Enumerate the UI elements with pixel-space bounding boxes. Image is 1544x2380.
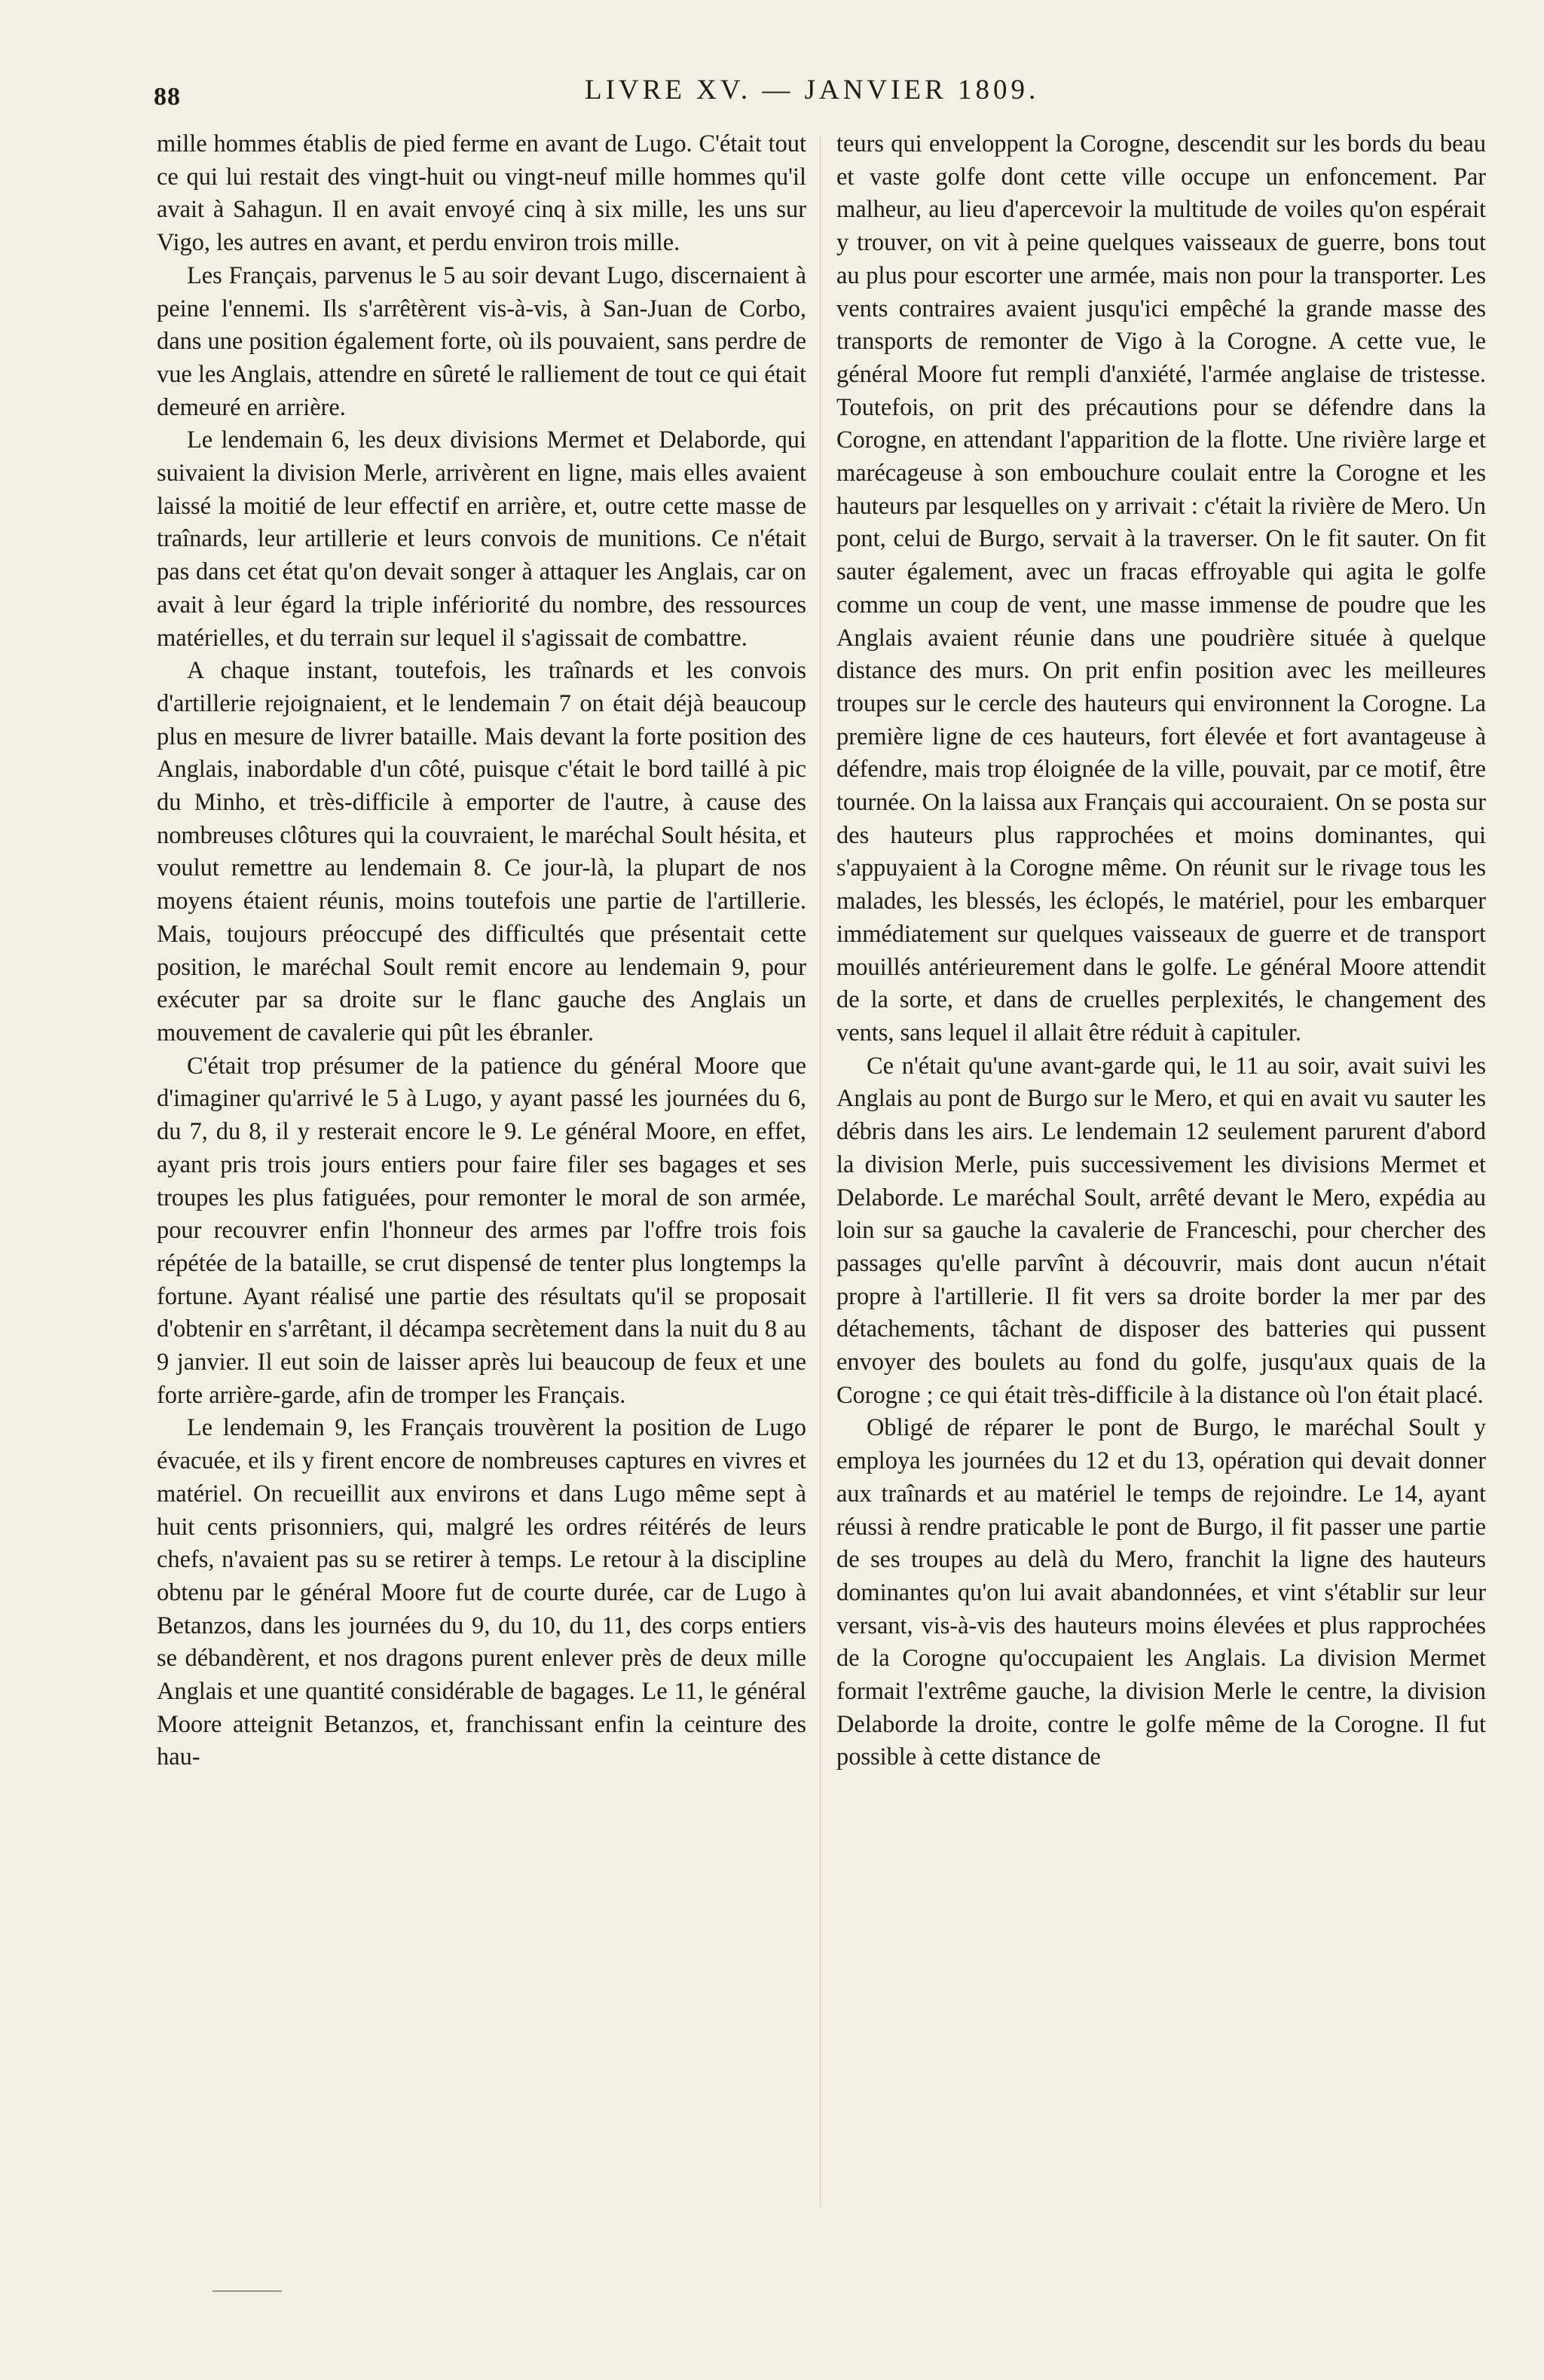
paragraph: A chaque instant, toutefois, les traînards et les convois d'artillerie rejoignaient, et le lendemain 7 on était déjà beaucoup plus en mesure de livrer bataille. Mais devant la forte position des Anglais, inabordable d'un côté, puisque c'était le bord taillé à pic du Minho, et très-difficile à emporter de l'autre, à cause des nombreuses clôtures qui la couvraient, le maréchal Soult hésita, et voulut remettre au lendemain 8. Ce jour-là, la plupart de nos moyens étaient réunis, moins toutefois une partie de l'artillerie. Mais, toujours préoccupé des difficultés que présentait cette position, le maréchal Soult remit encore au lendemain 9, pour exécuter par sa droite sur le flanc gauche des Anglais un mouvement de cavalerie qui pût les ébranler. [157,657,806,1046]
right-column [836,128,1486,1774]
paragraph: teurs qui enveloppent la Corogne, descendit sur les bords du beau et vaste golfe dont cette ville occupe un enfoncement. Par malheur, au lieu d'apercevoir la multitude de voiles qu'on espérait y trouver, on vit à peine quelques vaisseaux de guerre, bons tout au plus pour escorter une armée, mais non pour la transporter. Les vents contraires avaient jusqu'ici empêché la grande masse des transports de remonter de Vigo à la Corogne. A cette vue, le général Moore fut rempli d'anxiété, l'armée anglaise de tristesse. Toutefois, on prit des précautions pour se défendre dans la Corogne, en attendant l'apparition de la flotte. Une rivière large et marécageuse à son embouchure coulait entre la Corogne et les hauteurs par lesquelles on y arrivait : c'était la rivière de Mero. Un pont, celui de Burgo, servait à la traverser. On le fit sauter. On fit sauter également, avec un fracas effroyable qui agita le golfe comme un coup de vent, une masse immense de poudre que les Anglais avaient réunie dans une poudrière située à quelque distance des murs. On prit enfin position avec les meilleures troupes sur le cercle des hauteurs qui environnent la Corogne. La première ligne de ces hauteurs, fort élevée et fort avantageuse à défendre, mais trop éloignée de la ville, pouvait, par ce motif, être tournée. On la laissa aux Français qui accouraient. On se posta sur des hauteurs plus rapprochées et moins dominantes, qui s'appuyaient à la Corogne même. On réunit sur le rivage tous les malades, les blessés, les éclopés, le matériel, pour les embarquer immédiatement sur quelques vaisseaux de guerre et de transport mouillés antérieurement dans le golfe. Le général Moore attendit de la sorte, et dans de cruelles perplexités, le changement des vents, sans lequel il allait être réduit à capituler. [836,130,1486,1046]
paragraph: C'était trop présumer de la patience du général Moore que d'imaginer qu'arrivé le 5 à Lugo, y ayant passé les journées du 6, du 7, du 8, il y resterait encore le 9. Le général Moore, en effet, ayant pris trois jours entiers pour faire filer ses bagages et ses troupes les plus fatiguées, pour remonter le moral de son armée, pour recouvrer enfin l'honneur des armes par l'offre trois fois répétée de la bataille, se crut dispensé de tenter plus longtemps la fortune. Ayant réalisé une partie des résultats qu'il se proposait d'obtenir en s'arrêtant, il décampa secrètement dans la nuit du 8 au 9 janvier. Il eut soin de laisser après lui beaucoup de feux et une forte arrière-garde, afin de tromper les Français. [157,1052,806,1409]
left-column [157,128,806,1774]
paragraph: Les Français, parvenus le 5 au soir devant Lugo, discernaient à peine l'ennemi. Ils s'arrêtèrent vis-à-vis, à San-Juan de Corbo, dans une position également forte, où ils pouvaient, sans perdre de vue les Anglais, attendre en sûreté le ralliement de tout ce qui était demeuré en arrière. [157,261,806,421]
paragraph: Ce n'était qu'une avant-garde qui, le 11 au soir, avait suivi les Anglais au pont de Burgo sur le Mero, et qui en avait vu sauter les débris dans les airs. Le lendemain 12 seulement parurent d'abord la division Merle, puis successivement les divisions Mermet et Delaborde. Le maréchal Soult, arrêté devant le Mero, expédia au loin sur sa gauche la cavalerie de Franceschi, pour chercher des passages qu'elle parvînt à découvrir, mais dont aucun n'était propre à l'artillerie. Il fit vers sa droite border la mer par des détachements, tâchant de disposer des batteries qui pussent envoyer des boulets au fond du golfe, jusqu'aux quais de la Corogne ; ce qui était très-difficile à la distance où l'on était placé. [836,1052,1486,1409]
column-divider [820,136,821,2207]
paragraph: Le lendemain 6, les deux divisions Mermet et Delaborde, qui suivaient la division Merle, arrivèrent en ligne, mais elles avaient laissé la moitié de leur effectif en arrière, et, outre cette masse de traînards, leur artillerie et leurs convois de munitions. Ce n'était pas dans cet état qu'on devait songer à attaquer les Anglais, car on avait à leur égard la triple infériorité du nombre, des ressources matérielles, et du terrain sur lequel il s'agissait de combattre. [157,426,806,652]
paragraph: Obligé de réparer le pont de Burgo, le maréchal Soult y employa les journées du 12 et du 13, opération qui devait donner aux traînards et au matériel le temps de rejoindre. Le 14, ayant réussi à rendre praticable le pont de Burgo, il fit passer une partie de ses troupes au delà du Mero, franchit la ligne des hauteurs dominantes qu'on lui avait abandonnées, et vint s'établir sur leur versant, vis-à-vis des hauteurs moins élevées et plus rapprochées de la Corogne qu'occupaient les Anglais. La division Mermet formait l'extrême gauche, la division Merle le centre, la division Delaborde la droite, contre le golfe même de la Corogne. Il fut possible à cette distance de [836,1414,1486,1771]
running-head [0,74,1544,119]
paragraph: mille hommes établis de pied ferme en avant de Lugo. C'était tout ce qui lui restait des vingt-huit ou vingt-neuf mille hommes qu'il avait à Sahagun. Il en avait envoyé cinq à six mille, les uns sur Vigo, les autres en avant, et perdu environ trois mille. [157,130,806,257]
footer-mark [212,2290,282,2292]
paragraph: Le lendemain 9, les Français trouvèrent la position de Lugo évacuée, et ils y firent encore de nombreuses captures en vivres et matériel. On recueillit aux environs et dans Lugo même sept à huit cents prisonniers, qui, malgré les ordres réitérés de leurs chefs, n'avaient pas su se retirer à temps. Le retour à la discipline obtenu par le général Moore fut de courte durée, car de Lugo à Betanzos, dans les journées du 9, du 10, du 11, des corps entiers se débandèrent, et nos dragons purent enlever près de deux mille Anglais et une quantité considérable de bagages. Le 11, le général Moore atteignit Betanzos, et, franchissant enfin la ceinture des hau- [157,1414,806,1771]
page-number: 88 [154,83,181,111]
running-title: LIVRE XV. — JANVIER 1809. [585,75,1040,105]
